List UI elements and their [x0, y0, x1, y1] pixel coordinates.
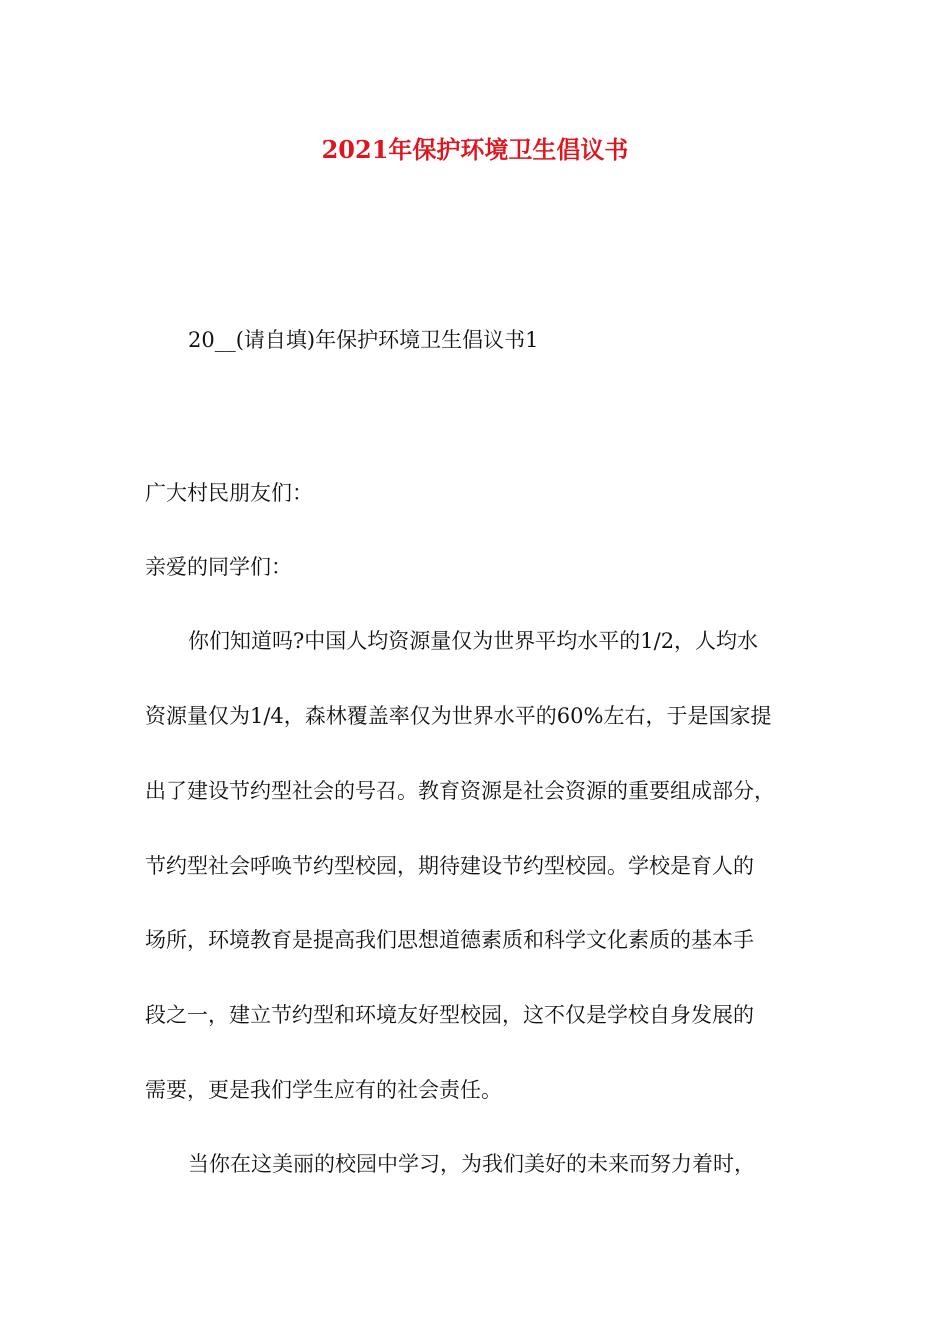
paragraph-line: 资源量仅为1/4，森林覆盖率仅为世界水平的60%左右，于是国家提 — [145, 704, 772, 728]
paragraph-line: 段之一，建立节约型和环境友好型校园，这不仅是学校自身发展的 — [145, 1003, 754, 1027]
paragraph-line: 你们知道吗?中国人均资源量仅为世界平均水平的1/2，人均水 — [188, 629, 759, 653]
paragraph-line: 场所，环境教育是提高我们思想道德素质和科学文化素质的基本手 — [145, 928, 754, 952]
greeting-students: 亲爱的同学们： — [145, 555, 292, 579]
document-subtitle: 20__(请自填)年保护环境卫生倡议书1 — [188, 328, 539, 352]
greeting-villagers: 广大村民朋友们： — [145, 481, 313, 505]
paragraph-line: 当你在这美丽的校园中学习，为我们美好的未来而努力着时， — [188, 1152, 755, 1176]
paragraph-line: 出了建设节约型社会的号召。教育资源是社会资源的重要组成部分， — [145, 779, 775, 803]
document-title: 2021年保护环境卫生倡议书 — [321, 135, 629, 164]
paragraph-line: 需要，更是我们学生应有的社会责任。 — [145, 1078, 502, 1102]
paragraph-line: 节约型社会呼唤节约型校园，期待建设节约型校园。学校是育人的 — [145, 854, 754, 878]
